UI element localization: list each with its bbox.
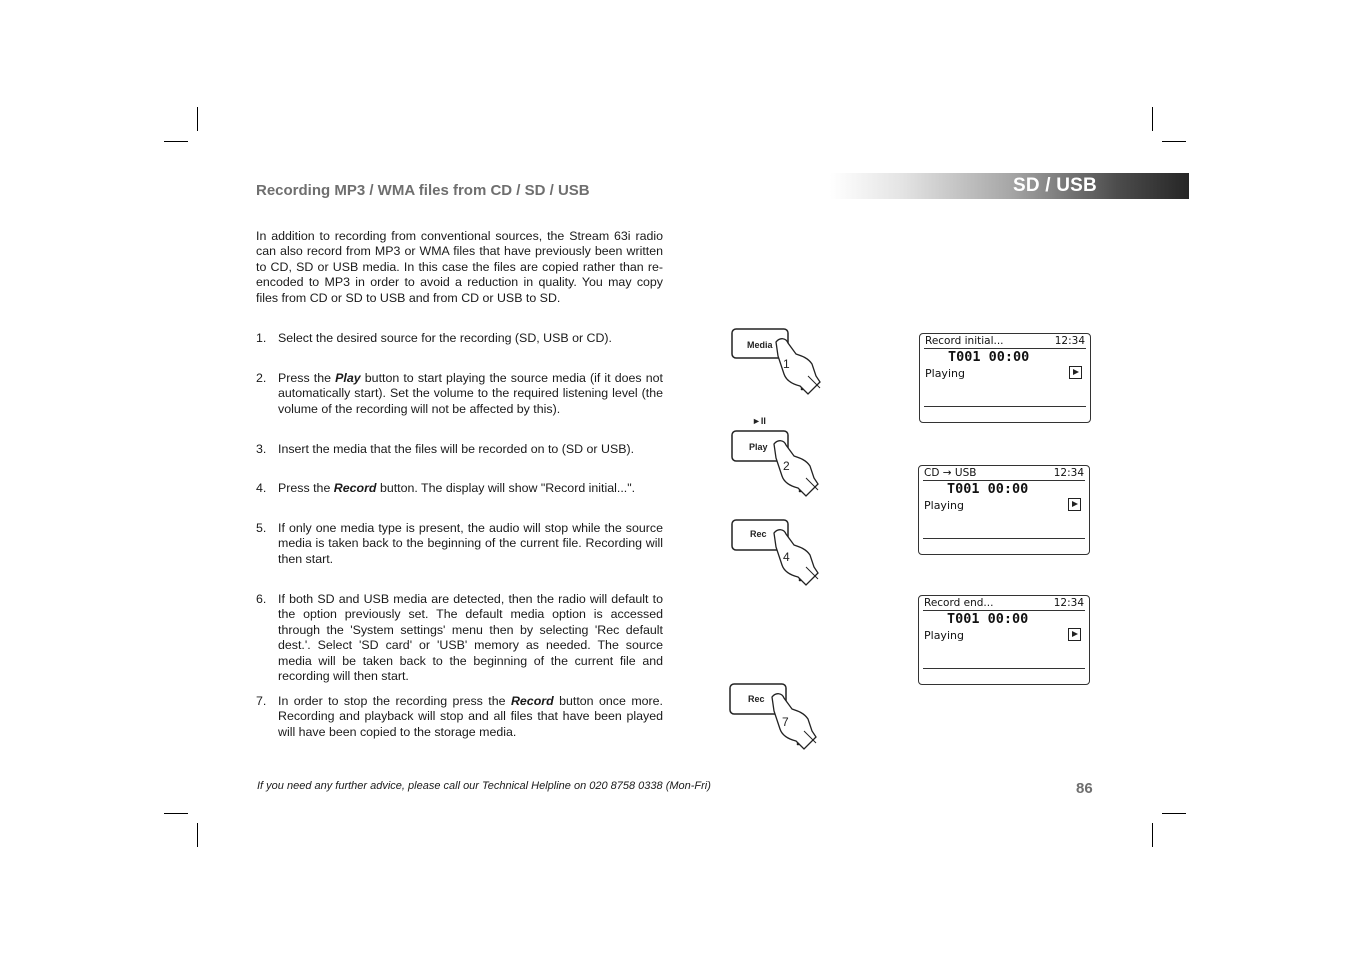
play-icon (1068, 628, 1081, 641)
step-2 (256, 371, 663, 417)
step-text: Press the Play button to start playing the source media (if it does not automatically start). Set the volume to the required listening level (the volume of the recording will not be affected by this). (278, 371, 663, 416)
lcd-display (919, 333, 1091, 423)
page-heading: Recording MP3 / WMA files from CD / SD / USB (256, 182, 590, 199)
step-text: If only one media type is present, the audio will stop while the source media is taken back to the beginning of the current file. Recording will then start. (278, 521, 663, 566)
step-number: 7. (256, 694, 267, 708)
media-button-label: Media (747, 340, 773, 350)
rec-button-illustration (728, 517, 828, 589)
crop-mark (164, 141, 188, 142)
display-track-time: T001 00:00 (948, 349, 1030, 365)
hand-pressing-icon (728, 326, 828, 398)
step-4 (256, 481, 663, 496)
crop-mark (164, 813, 188, 814)
step-number-label: 2 (783, 459, 790, 473)
display-divider (924, 406, 1086, 407)
display-clock: 12:34 (1053, 467, 1084, 479)
crop-mark (1162, 813, 1186, 814)
rec-button-label: Rec (748, 694, 765, 704)
play-keyword: Play (335, 371, 361, 385)
display-playback-state: Playing (925, 367, 965, 380)
step-number: 4. (256, 481, 267, 495)
play-button-illustration (728, 416, 828, 500)
step-number: 2. (256, 371, 267, 385)
crop-mark (1152, 823, 1153, 847)
play-pause-icon: ►II (752, 416, 766, 426)
step-text: In order to stop the recording press the Record button once more. Recording and playback will stop and all files that have been played will have been copied to the storage media. (278, 694, 663, 739)
step-number: 1. (256, 331, 267, 345)
crop-mark (1162, 141, 1186, 142)
step-text: Press the Record button. The display will show "Record initial...". (278, 481, 636, 495)
step-6 (256, 592, 663, 684)
play-icon (1068, 498, 1081, 511)
display-divider (923, 538, 1085, 539)
lcd-display (918, 465, 1090, 555)
step-text: Insert the media that the files will be recorded on to (SD or USB). (278, 442, 635, 456)
record-keyword: Record (510, 694, 554, 708)
display-track-time: T001 00:00 (947, 481, 1029, 497)
record-keyword: Record (333, 481, 377, 495)
lcd-display (918, 595, 1090, 685)
step-5 (256, 521, 663, 567)
step-text: If both SD and USB media are detected, then the radio will default to the option previously set. The default media option is accessed through the 'System settings' menu then by selecting 'Rec default dest.'. Select 'SD card' or 'USB' memory as needed. The source media will be taken back to the beginning of the current file and recording will then start. (278, 592, 663, 684)
display-status-line: Record end... (924, 597, 994, 609)
display-track-time: T001 00:00 (947, 611, 1029, 627)
display-clock: 12:34 (1054, 335, 1085, 347)
display-divider (923, 668, 1085, 669)
step-number-label: 7 (782, 715, 789, 729)
display-status-line: CD → USB (924, 467, 977, 479)
crop-mark (1152, 107, 1153, 131)
play-icon (1069, 366, 1082, 379)
media-button-illustration (728, 326, 828, 398)
step-text: Select the desired source for the recording (SD, USB or CD). (278, 331, 612, 345)
step-number-label: 1 (783, 357, 790, 371)
display-playback-state: Playing (924, 499, 964, 512)
crop-mark (197, 823, 198, 847)
step-1 (256, 331, 663, 346)
rec-button-illustration (726, 682, 826, 754)
step-3 (256, 442, 663, 457)
display-clock: 12:34 (1053, 597, 1084, 609)
step-number: 6. (256, 592, 267, 606)
footer-helpline-note: If you need any further advice, please call our Technical Helpline on 020 8758 0338 (Mon-Fri) (257, 780, 711, 792)
section-banner-label: SD / USB (1013, 175, 1097, 196)
crop-mark (197, 107, 198, 131)
step-number-label: 4 (783, 550, 790, 564)
intro-paragraph: In addition to recording from conventional sources, the Stream 63i radio can also record from MP3 or WMA files that have previously been written to CD, SD or USB media. In this case the files are copied rather than re-encoded to MP3 in order to avoid a reduction in quality. You may copy files from CD or SD to USB and from CD or USB to SD. (256, 229, 663, 305)
hand-pressing-icon (728, 517, 828, 589)
step-number: 3. (256, 442, 267, 456)
display-playback-state: Playing (924, 629, 964, 642)
page-number: 86 (1076, 780, 1093, 797)
hand-pressing-icon (728, 428, 828, 500)
display-status-line: Record initial... (925, 335, 1004, 347)
section-banner (830, 173, 1189, 199)
play-button-label: Play (749, 442, 768, 452)
rec-button-label: Rec (750, 529, 767, 539)
step-number: 5. (256, 521, 267, 535)
step-7 (256, 694, 663, 740)
hand-pressing-icon (726, 682, 826, 754)
